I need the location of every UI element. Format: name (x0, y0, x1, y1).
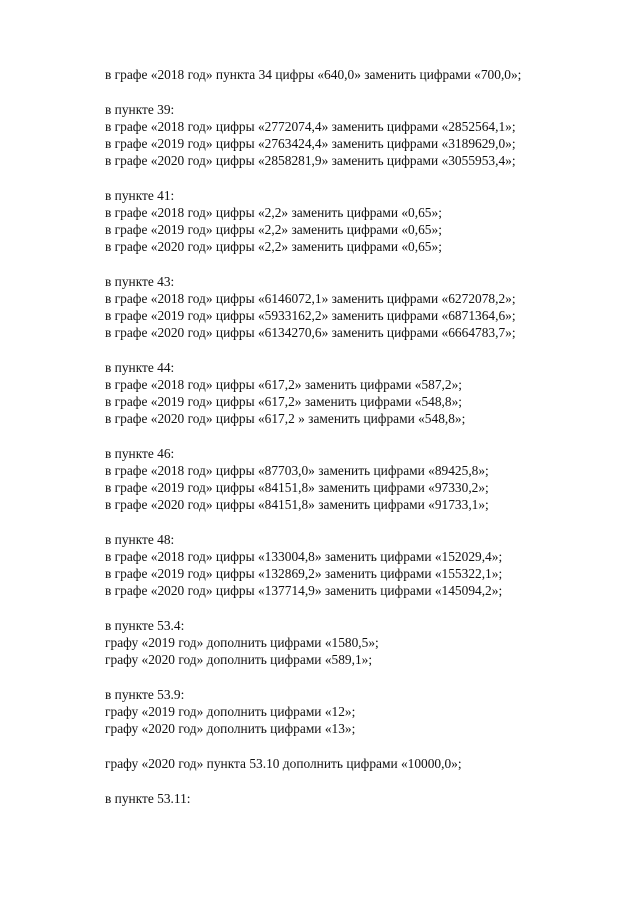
paragraph-gap (105, 341, 625, 359)
text-line: в графе «2020 год» цифры «617,2 » заменить цифрами «548,8»; (105, 411, 466, 426)
text-line: в графе «2019 год» цифры «2763424,4» заменить цифрами «3189629,0»; (105, 136, 516, 151)
section-heading: в пункте 46: (105, 446, 175, 461)
paragraph-gap (105, 83, 625, 101)
document-body (105, 66, 625, 807)
text-line: графу «2020 год» дополнить цифрами «13»; (105, 721, 356, 736)
section-heading: в пункте 43: (105, 274, 175, 289)
paragraph-gap (105, 737, 625, 755)
text-line: в графе «2019 год» цифры «617,2» заменить цифрами «548,8»; (105, 394, 462, 409)
text-line: в графе «2020 год» цифры «84151,8» заменить цифрами «91733,1»; (105, 497, 489, 512)
text-line: в графе «2018 год» цифры «617,2» заменить цифрами «587,2»; (105, 377, 462, 392)
paragraph-gap (105, 169, 625, 187)
section-heading: в пункте 53.9: (105, 687, 185, 702)
text-line: в графе «2018 год» цифры «87703,0» заменить цифрами «89425,8»; (105, 463, 489, 478)
text-line: графу «2019 год» дополнить цифрами «1580,5»; (105, 635, 379, 650)
paragraph-gap (105, 513, 625, 531)
text-line: в графе «2020 год» цифры «2858281,9» заменить цифрами «3055953,4»; (105, 153, 516, 168)
section-heading: в пункте 41: (105, 188, 175, 203)
section-heading: в пункте 48: (105, 532, 175, 547)
text-line: графу «2020 год» пункта 53.10 дополнить цифрами «10000,0»; (105, 756, 462, 771)
text-line: в графе «2020 год» цифры «2,2» заменить цифрами «0,65»; (105, 239, 442, 254)
paragraph-gap (105, 772, 625, 790)
section-heading: в пункте 53.11: (105, 791, 191, 806)
section-heading: в пункте 53.4: (105, 618, 185, 633)
text-line: в графе «2019 год» цифры «132869,2» заменить цифрами «155322,1»; (105, 566, 503, 581)
text-line: в графе «2019 год» цифры «84151,8» заменить цифрами «97330,2»; (105, 480, 489, 495)
text-line: в графе «2020 год» цифры «137714,9» заменить цифрами «145094,2»; (105, 583, 503, 598)
text-line: в графе «2018 год» пункта 34 цифры «640,0» заменить цифрами «700,0»; (105, 67, 522, 82)
paragraph-gap (105, 599, 625, 617)
text-line: графу «2019 год» дополнить цифрами «12»; (105, 704, 356, 719)
text-line: в графе «2019 год» цифры «5933162,2» заменить цифрами «6871364,6»; (105, 308, 516, 323)
text-line: в графе «2019 год» цифры «2,2» заменить цифрами «0,65»; (105, 222, 442, 237)
paragraph-gap (105, 427, 625, 445)
text-line: в графе «2018 год» цифры «133004,8» заменить цифрами «152029,4»; (105, 549, 503, 564)
text-line: в графе «2018 год» цифры «2772074,4» заменить цифрами «2852564,1»; (105, 119, 516, 134)
paragraph-gap (105, 255, 625, 273)
text-line: в графе «2018 год» цифры «2,2» заменить цифрами «0,65»; (105, 205, 442, 220)
text-line: в графе «2018 год» цифры «6146072,1» заменить цифрами «6272078,2»; (105, 291, 516, 306)
text-line: графу «2020 год» дополнить цифрами «589,1»; (105, 652, 373, 667)
section-heading: в пункте 44: (105, 360, 175, 375)
section-heading: в пункте 39: (105, 102, 175, 117)
paragraph-gap (105, 668, 625, 686)
text-line: в графе «2020 год» цифры «6134270,6» заменить цифрами «6664783,7»; (105, 325, 516, 340)
